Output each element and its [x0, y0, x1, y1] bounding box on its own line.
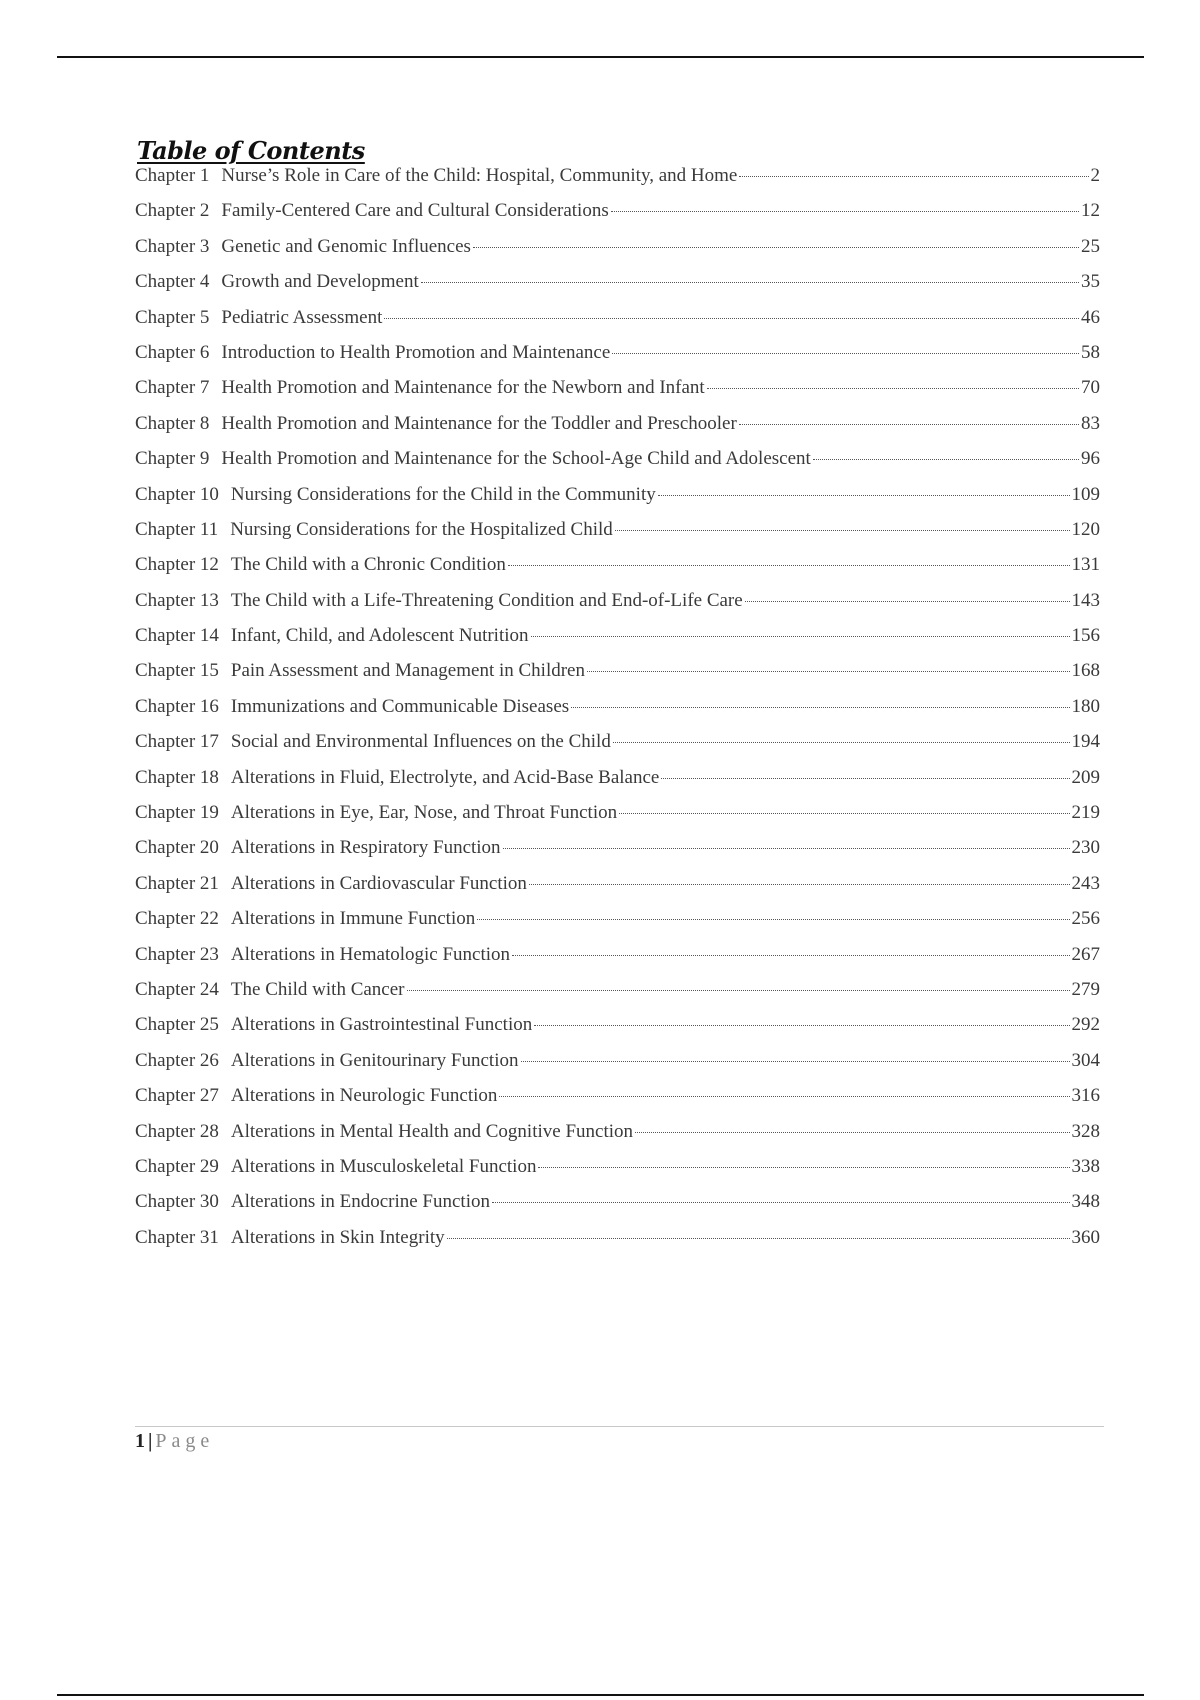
- toc-entry[interactable]: [135, 625, 1100, 660]
- toc-chapter-number: Chapter 3: [135, 235, 210, 257]
- toc-chapter-title: Nursing Considerations for the Hospitalized Child: [230, 518, 613, 540]
- toc-entry[interactable]: [135, 660, 1100, 695]
- toc-chapter-number: Chapter 10: [135, 483, 219, 505]
- toc-page-number: 12: [1081, 200, 1100, 222]
- toc-page-number: 131: [1071, 554, 1100, 576]
- toc-chapter-number: Chapter 11: [135, 518, 219, 540]
- toc-chapter-number: Chapter 15: [135, 660, 219, 682]
- toc-page-number: 328: [1071, 1120, 1100, 1142]
- toc-dot-leader: [739, 424, 1079, 425]
- toc-list: [135, 165, 1100, 1262]
- toc-dot-leader: [611, 211, 1079, 212]
- page-footer: [135, 1428, 214, 1454]
- toc-chapter-title: Health Promotion and Maintenance for the Toddler and Preschooler: [221, 412, 737, 434]
- toc-page-number: 70: [1081, 377, 1100, 399]
- toc-dot-leader: [587, 671, 1070, 672]
- toc-page-number: 46: [1081, 306, 1100, 328]
- toc-entry[interactable]: [135, 767, 1100, 802]
- toc-dot-leader: [534, 1025, 1069, 1026]
- toc-dot-leader: [384, 318, 1079, 319]
- toc-chapter-number: Chapter 21: [135, 872, 219, 894]
- toc-chapter-title: Alterations in Neurologic Function: [230, 1085, 498, 1107]
- toc-entry[interactable]: [135, 696, 1100, 731]
- toc-page-number: 83: [1081, 412, 1100, 434]
- toc-page-number: 316: [1071, 1085, 1100, 1107]
- toc-entry[interactable]: [135, 1191, 1100, 1226]
- toc-dot-leader: [571, 707, 1069, 708]
- toc-chapter-number: Chapter 13: [135, 589, 219, 611]
- toc-entry[interactable]: [135, 554, 1100, 589]
- toc-chapter-number: Chapter 19: [135, 802, 219, 824]
- toc-page-number: 25: [1081, 235, 1100, 257]
- toc-entry[interactable]: [135, 873, 1100, 908]
- toc-chapter-title: Alterations in Gastrointestinal Function: [230, 1014, 533, 1036]
- toc-chapter-title: Social and Environmental Influences on the Child: [230, 731, 611, 753]
- toc-chapter-title: Nursing Considerations for the Child in the Community: [230, 483, 656, 505]
- toc-entry[interactable]: [135, 484, 1100, 519]
- toc-chapter-title: Infant, Child, and Adolescent Nutrition: [230, 625, 529, 647]
- toc-chapter-title: Alterations in Hematologic Function: [230, 943, 511, 965]
- bottom-rule: [57, 1694, 1144, 1696]
- toc-chapter-title: Nurse’s Role in Care of the Child: Hospital, Community, and Home: [221, 165, 738, 186]
- toc-dot-leader: [661, 778, 1069, 779]
- toc-chapter-number: Chapter 9: [135, 448, 210, 470]
- footer-rule: [135, 1426, 1104, 1427]
- toc-title: Table of Contents: [137, 136, 365, 165]
- toc-dot-leader: [615, 530, 1070, 531]
- toc-dot-leader: [635, 1132, 1069, 1133]
- toc-entry[interactable]: [135, 1085, 1100, 1120]
- toc-page-number: 209: [1071, 766, 1100, 788]
- toc-entry[interactable]: [135, 236, 1100, 271]
- toc-dot-leader: [477, 919, 1069, 920]
- table-of-contents: [135, 137, 1100, 1262]
- toc-dot-leader: [813, 459, 1079, 460]
- toc-chapter-title: Alterations in Cardiovascular Function: [230, 872, 527, 894]
- toc-chapter-number: Chapter 31: [135, 1226, 219, 1248]
- toc-dot-leader: [508, 565, 1070, 566]
- toc-page-number: 109: [1071, 483, 1100, 505]
- toc-entry[interactable]: [135, 944, 1100, 979]
- toc-chapter-title: Alterations in Fluid, Electrolyte, and Acid-Base Balance: [230, 766, 660, 788]
- toc-entry[interactable]: [135, 1121, 1100, 1156]
- toc-chapter-number: Chapter 12: [135, 554, 219, 576]
- toc-chapter-number: Chapter 20: [135, 837, 219, 859]
- toc-chapter-number: Chapter 2: [135, 200, 210, 222]
- toc-entry[interactable]: [135, 590, 1100, 625]
- toc-dot-leader: [492, 1202, 1070, 1203]
- toc-entry[interactable]: [135, 908, 1100, 943]
- toc-dot-leader: [421, 282, 1079, 283]
- toc-dot-leader: [512, 955, 1069, 956]
- toc-chapter-number: Chapter 24: [135, 978, 219, 1000]
- toc-page-number: 143: [1071, 589, 1100, 611]
- toc-chapter-title: Alterations in Mental Health and Cognitive Function: [230, 1120, 634, 1142]
- toc-entry[interactable]: [135, 200, 1100, 235]
- toc-chapter-title: Alterations in Genitourinary Function: [230, 1049, 519, 1071]
- toc-chapter-title: Health Promotion and Maintenance for the Newborn and Infant: [221, 377, 705, 399]
- toc-dot-leader: [499, 1096, 1069, 1097]
- toc-page-number: 267: [1071, 943, 1100, 965]
- toc-chapter-number: Chapter 4: [135, 271, 210, 293]
- toc-chapter-number: Chapter 7: [135, 377, 210, 399]
- footer-page-number: 1: [135, 1430, 145, 1452]
- toc-chapter-title: The Child with a Chronic Condition: [230, 554, 506, 576]
- toc-entry[interactable]: [135, 165, 1100, 200]
- toc-chapter-title: The Child with Cancer: [230, 978, 405, 1000]
- toc-page-number: 156: [1071, 625, 1100, 647]
- footer-page-label: Page: [155, 1430, 215, 1452]
- toc-page-number: 348: [1071, 1191, 1100, 1213]
- toc-page-number: 292: [1071, 1014, 1100, 1036]
- toc-dot-leader: [739, 176, 1088, 177]
- toc-dot-leader: [531, 636, 1070, 637]
- toc-dot-leader: [503, 848, 1070, 849]
- toc-chapter-title: Genetic and Genomic Influences: [221, 235, 471, 257]
- toc-chapter-title: Alterations in Eye, Ear, Nose, and Throat Function: [230, 802, 618, 824]
- toc-page-number: 168: [1071, 660, 1100, 682]
- toc-page-number: 256: [1071, 908, 1100, 930]
- toc-page-number: 338: [1071, 1155, 1100, 1177]
- toc-page-number: 2: [1090, 165, 1100, 186]
- toc-chapter-number: Chapter 22: [135, 908, 219, 930]
- toc-page-number: 194: [1071, 731, 1100, 753]
- toc-chapter-title: Alterations in Skin Integrity: [230, 1226, 445, 1248]
- toc-chapter-number: Chapter 30: [135, 1191, 219, 1213]
- toc-dot-leader: [707, 388, 1079, 389]
- toc-entry[interactable]: [135, 342, 1100, 377]
- toc-chapter-title: The Child with a Life-Threatening Condition and End-of-Life Care: [230, 589, 743, 611]
- toc-chapter-title: Family-Centered Care and Cultural Considerations: [221, 200, 609, 222]
- toc-entry[interactable]: [135, 448, 1100, 483]
- toc-chapter-title: Alterations in Immune Function: [230, 908, 476, 930]
- toc-chapter-title: Alterations in Endocrine Function: [230, 1191, 490, 1213]
- toc-chapter-title: Alterations in Musculoskeletal Function: [230, 1155, 537, 1177]
- toc-chapter-number: Chapter 26: [135, 1049, 219, 1071]
- toc-dot-leader: [612, 353, 1079, 354]
- toc-entry[interactable]: [135, 1014, 1100, 1049]
- toc-chapter-number: Chapter 6: [135, 341, 210, 363]
- toc-dot-leader: [658, 495, 1070, 496]
- toc-dot-leader: [745, 601, 1070, 602]
- toc-entry[interactable]: [135, 731, 1100, 766]
- toc-chapter-number: Chapter 25: [135, 1014, 219, 1036]
- toc-page-number: 279: [1071, 978, 1100, 1000]
- toc-chapter-title: Alterations in Respiratory Function: [230, 837, 501, 859]
- toc-dot-leader: [529, 884, 1070, 885]
- toc-chapter-title: Pain Assessment and Management in Children: [230, 660, 585, 682]
- toc-dot-leader: [447, 1238, 1070, 1239]
- toc-chapter-number: Chapter 5: [135, 306, 210, 328]
- toc-chapter-title: Health Promotion and Maintenance for the School-Age Child and Adolescent: [221, 448, 811, 470]
- toc-chapter-title: Immunizations and Communicable Diseases: [230, 695, 570, 717]
- toc-entry[interactable]: [135, 271, 1100, 306]
- toc-entry[interactable]: [135, 1050, 1100, 1085]
- toc-page-number: 96: [1081, 448, 1100, 470]
- toc-page-number: 180: [1071, 695, 1100, 717]
- toc-dot-leader: [619, 813, 1069, 814]
- toc-dot-leader: [613, 742, 1070, 743]
- footer-separator: |: [148, 1430, 153, 1452]
- toc-chapter-title: Pediatric Assessment: [221, 306, 383, 328]
- toc-chapter-number: Chapter 27: [135, 1085, 219, 1107]
- toc-chapter-number: Chapter 1: [135, 165, 210, 186]
- toc-entry[interactable]: [135, 413, 1100, 448]
- toc-entry[interactable]: [135, 1156, 1100, 1191]
- toc-page-number: 219: [1071, 802, 1100, 824]
- toc-entry[interactable]: [135, 837, 1100, 872]
- toc-dot-leader: [407, 990, 1070, 991]
- toc-chapter-title: Growth and Development: [221, 271, 419, 293]
- toc-entry[interactable]: [135, 979, 1100, 1014]
- toc-chapter-number: Chapter 28: [135, 1120, 219, 1142]
- toc-page-number: 243: [1071, 872, 1100, 894]
- toc-dot-leader: [473, 247, 1079, 248]
- toc-entry[interactable]: [135, 1227, 1100, 1262]
- toc-chapter-number: Chapter 23: [135, 943, 219, 965]
- toc-chapter-number: Chapter 14: [135, 625, 219, 647]
- toc-page-number: 35: [1081, 271, 1100, 293]
- toc-page-number: 230: [1071, 837, 1100, 859]
- toc-entry[interactable]: [135, 519, 1100, 554]
- toc-page-number: 304: [1071, 1049, 1100, 1071]
- toc-page-number: 58: [1081, 341, 1100, 363]
- toc-entry[interactable]: [135, 307, 1100, 342]
- toc-chapter-number: Chapter 16: [135, 695, 219, 717]
- toc-page-number: 360: [1071, 1226, 1100, 1248]
- toc-entry[interactable]: [135, 377, 1100, 412]
- toc-chapter-number: Chapter 29: [135, 1155, 219, 1177]
- toc-entry[interactable]: [135, 802, 1100, 837]
- toc-page-number: 120: [1071, 518, 1100, 540]
- top-rule: [57, 56, 1144, 58]
- toc-dot-leader: [538, 1167, 1069, 1168]
- toc-chapter-number: Chapter 18: [135, 766, 219, 788]
- toc-chapter-title: Introduction to Health Promotion and Maintenance: [221, 341, 611, 363]
- toc-dot-leader: [521, 1061, 1070, 1062]
- toc-chapter-number: Chapter 17: [135, 731, 219, 753]
- toc-chapter-number: Chapter 8: [135, 412, 210, 434]
